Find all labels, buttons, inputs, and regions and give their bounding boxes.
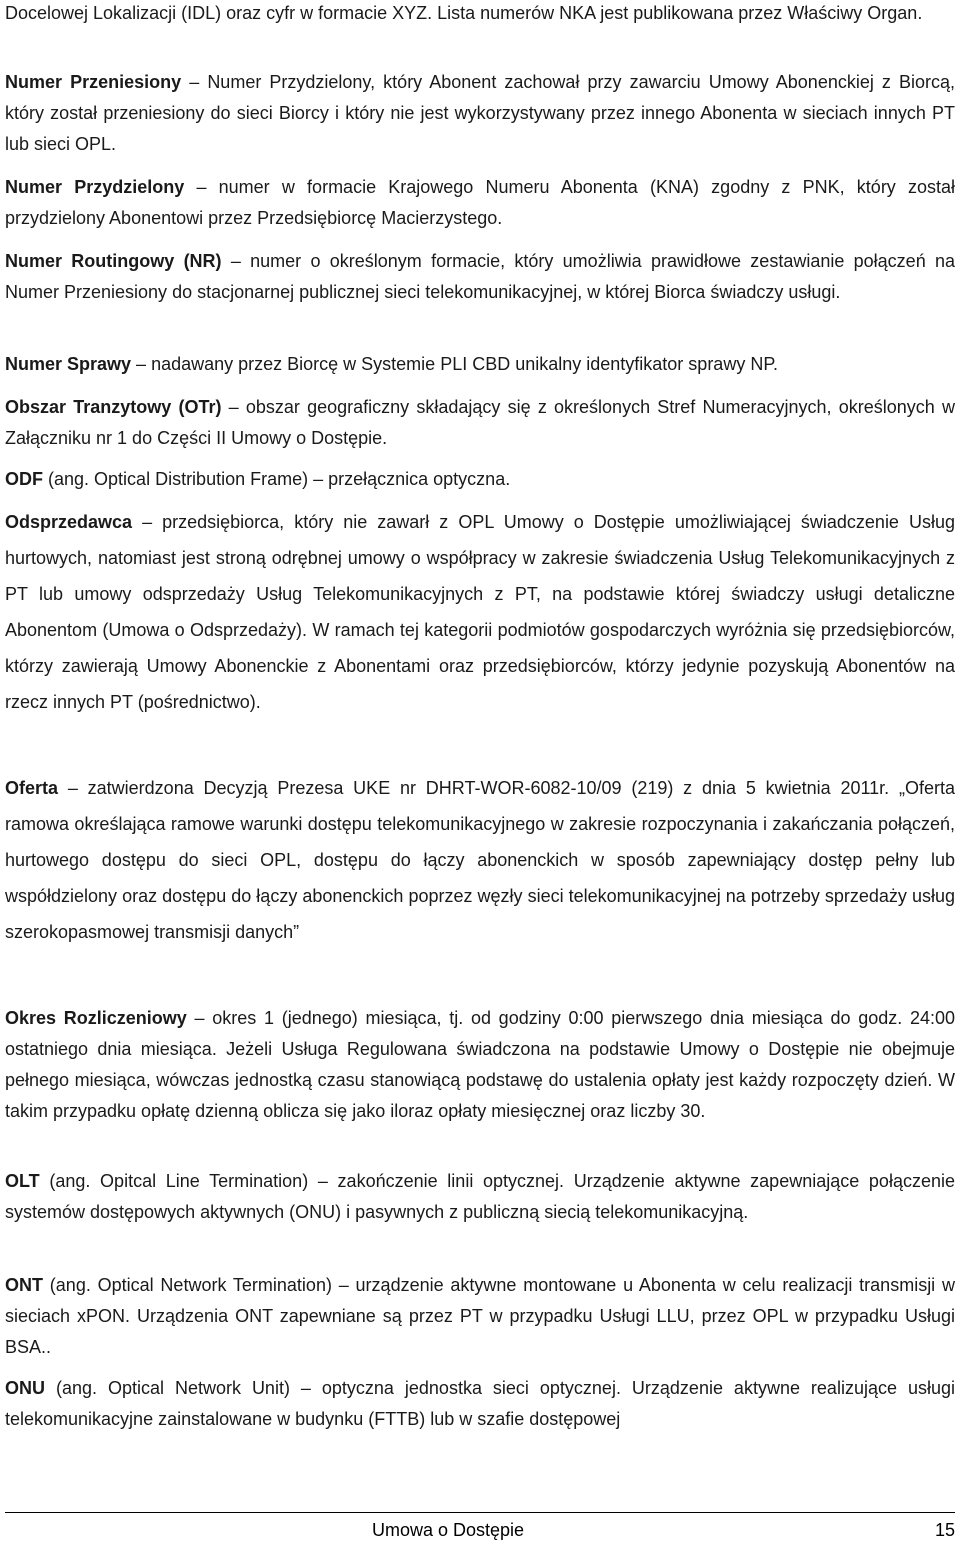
definition-text: Numer Przydzielony, który Abonent zachował przy zawarciu Umowy Abonenckiej z Biorcą, który został przeniesiony do sieci Biorcy i który nie jest wykorzystywany przez innego Abonenta w sieciach innych PT lub sieci OPL. (5, 72, 956, 154)
definition-onu (5, 1373, 955, 1435)
definition-obszar-tranzytowy (5, 392, 955, 454)
definition-text: zatwierdzona Decyzją Prezesa UKE nr DHRT-WOR-6082-10/09 (219) z dnia 5 kwietnia 2011r. „Oferta ramowa określająca ramowe warunki dostępu telekomunikacyjnego w zakresie rozpoczynania i zakańczania połączeń, hurtowego dostępu do sieci OPL, dostępu do łączy abonenckich w sposób zapewniający dostęp pełny lub współdzielony oraz dostępu do łączy abonenckich poprzez węzły sieci telekomunikacyjnej na potrzeby sprzedaży usług szerokopasmowej transmisji danych” (5, 778, 955, 942)
definition-text: numer o określonym formacie, który umożliwia prawidłowe zestawianie połączeń na Numer Przeniesiony do stacjonarnej publicznej sieci telekomunikacyjnej, w której Biorca świadczy usługi. (5, 251, 956, 302)
definition-separator: – (186, 1008, 213, 1028)
definition-separator (45, 1378, 56, 1398)
definition-term: Odsprzedawca (5, 512, 133, 532)
definition-term: Numer Routingowy (NR) (5, 251, 222, 271)
footer-title: Umowa o Dostępie (372, 1520, 525, 1540)
definition-term: ODF (5, 469, 43, 489)
page-number: 15 (934, 1520, 955, 1540)
definition-separator: – (221, 397, 246, 417)
definition-term: Numer Sprawy (5, 354, 132, 374)
definition-odsprzedawca (5, 504, 955, 720)
definition-separator (43, 1275, 50, 1295)
definition-text: (ang. Opitcal Line Termination) – zakończenie linii optycznej. Urządzenie aktywne zapewniające połączenie systemów dostępowych aktywnych (ONU) i pasywnych z publiczną siecią telekomunikacyjną. (5, 1171, 955, 1222)
definition-numer-sprawy (5, 349, 955, 380)
definition-ont (5, 1270, 955, 1363)
definition-term: Numer Przeniesiony (5, 72, 182, 92)
definition-term: Oferta (5, 778, 59, 798)
definition-text: numer w formacie Krajowego Numeru Abonenta (KNA) zgodny z PNK, który został przydzielony Abonentowi przez Przedsiębiorcę Macierzystego. (5, 177, 956, 228)
definition-numer-przeniesiony (5, 67, 955, 160)
definition-term: Obszar Tranzytowy (OTr) (5, 397, 222, 417)
definition-okres-rozliczeniowy (5, 1003, 955, 1127)
definition-separator (40, 1171, 50, 1191)
definition-term: Numer Przydzielony (5, 177, 185, 197)
definition-text: (ang. Optical Network Termination) – urządzenie aktywne montowane u Abonenta w celu realizacji transmisji w sieciach xPON. Urządzenia ONT zapewniane są przez PT w przypadku Usługi LLU, przez OPL w przypadku Usługi BSA.. (5, 1275, 955, 1357)
definition-separator: – (58, 778, 78, 798)
footer-divider (5, 1512, 955, 1513)
definition-separator: – (184, 177, 219, 197)
definition-oferta (5, 770, 955, 950)
definition-text: (ang. Optical Network Unit) – optyczna jednostka sieci optycznej. Urządzenie aktywne realizujące usługi telekomunikacyjne zainstalowane w budynku (FTTB) lub w szafie dostępowej (5, 1378, 955, 1429)
definition-numer-przydzielony (5, 172, 955, 234)
definition-text: (ang. Optical Distribution Frame) – przełącznica optyczna. (48, 469, 511, 489)
intro-text: Docelowej Lokalizacji (IDL) oraz cyfr w formacie XYZ. Lista numerów NKA jest publikowana przez Właściwy Organ. (5, 3, 923, 23)
definition-text: obszar geograficzny składający się z określonych Stref Numeracyjnych, określonych w Załączniku nr 1 do Części II Umowy o Dostępie. (5, 397, 955, 448)
definition-separator: – (221, 251, 251, 271)
definition-text: przedsiębiorca, który nie zawarł z OPL Umowy o Dostępie umożliwiającej świadczenie Usług hurtowych, natomiast jest stroną odrębnej umowy o współpracy w zakresie świadczenia Usług Telekomunikacyjnych z PT lub umowy odsprzedaży Usług Telekomunikacyjnych z PT, na podstawie której świadczy usługi detaliczne Abonentom (Umowa o Odsprzedaży). W ramach tej kategorii podmiotów gospodarczych wyróżnia się przedsiębiorców, którzy zawierają Umowy Abonenckie z Abonentami oraz przedsiębiorców, którzy jedynie pozyskują Abonentów na rzecz innych PT (pośrednictwo). (5, 512, 955, 712)
intro-paragraph (5, 0, 955, 29)
definition-term: ONU (5, 1378, 45, 1398)
definition-separator: – (181, 72, 208, 92)
definition-text: okres 1 (jednego) miesiąca, tj. od godziny 0:00 pierwszego dnia miesiąca do godz. 24:00 ostatniego dnia miesiąca. Jeżeli Usługa Regulowana świadczona na podstawie Umowy o Dostępie nie obejmuje pełnego miesiąca, wówczas jednostką czasu stanowiącą podstawę do ustalenia opłaty jest każdy rozpoczęty dzień. W takim przypadku opłatę dzienną oblicza się jako iloraz opłaty miesięcznej oraz liczby 30. (5, 1008, 955, 1121)
definition-term: OLT (5, 1171, 40, 1191)
definition-term: ONT (5, 1275, 43, 1295)
definition-odf (5, 464, 955, 495)
definition-term: Okres Rozliczeniowy (5, 1008, 187, 1028)
definition-text: nadawany przez Biorcę w Systemie PLI CBD unikalny identyfikator sprawy NP. (151, 354, 779, 374)
definition-numer-routingowy (5, 246, 955, 308)
definition-separator: – (132, 512, 163, 532)
definition-separator: – (131, 354, 152, 374)
definition-olt (5, 1166, 955, 1228)
